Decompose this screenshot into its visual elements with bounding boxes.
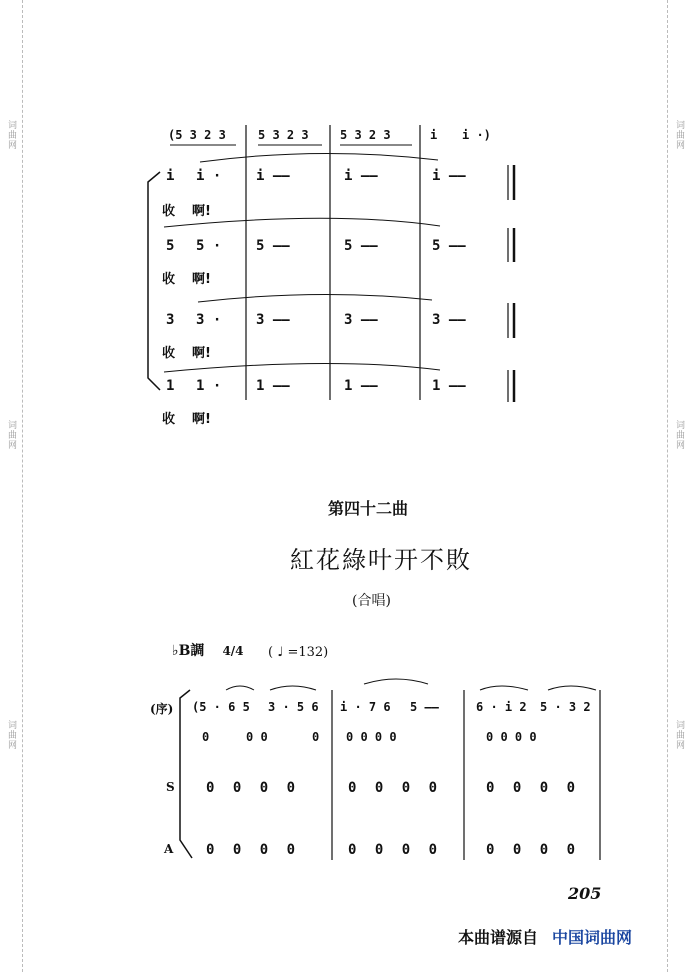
note: i —— <box>256 168 290 184</box>
measure: i · 7 6 <box>340 700 391 714</box>
measure: 0 0 0 0 <box>206 842 296 858</box>
source-credit <box>458 925 632 948</box>
note: i · <box>196 168 222 184</box>
lyric: 啊! <box>192 412 211 427</box>
measure: 0 0 0 0 <box>346 730 397 744</box>
note: 5 —— <box>344 238 378 254</box>
part-label: A <box>164 842 174 856</box>
note: 1 <box>166 378 175 394</box>
measure: (5 · 6 5 <box>192 700 250 714</box>
tempo-marking: ( ♩ =132) <box>268 645 329 660</box>
source-site-link[interactable]: 中国词曲网 <box>552 928 633 947</box>
meter: 4/4 <box>222 644 244 658</box>
note: 5 <box>166 238 175 254</box>
system1-barlines <box>246 125 514 402</box>
lyric: 啊! <box>192 346 211 361</box>
piece-subtitle: (合唱) <box>352 593 391 609</box>
watermark-left: 词曲网 <box>6 720 16 750</box>
source-label: 本曲谱源自 <box>458 928 539 947</box>
measure: 5 —— <box>410 700 439 714</box>
measure: 0 0 <box>246 730 268 744</box>
measure: 0 0 0 0 <box>486 730 537 744</box>
intro-measure: (5 3 2 3 <box>168 128 226 142</box>
lyric: 啊! <box>192 272 211 287</box>
measure: 6 · i 2 <box>476 700 527 714</box>
note: 3 —— <box>344 312 378 328</box>
note: i —— <box>344 168 378 184</box>
system2-barlines <box>332 690 600 860</box>
system2-brace <box>180 690 192 858</box>
note: 3 · <box>196 312 222 328</box>
note: 5 · <box>196 238 222 254</box>
intro-measure: 5 3 2 3 <box>258 128 309 142</box>
part-label: S <box>166 780 175 794</box>
intro-measure: i <box>430 128 438 142</box>
note: 5 —— <box>432 238 466 254</box>
piece-number: 第四十二曲 <box>328 499 409 518</box>
page-number: 205 <box>568 884 602 903</box>
key-signature: ♭B調 4/4 <box>172 643 244 659</box>
part-label: (序) <box>150 702 174 716</box>
piece-title: 紅花綠叶开不敗 <box>290 546 472 574</box>
note: 3 —— <box>256 312 290 328</box>
lyric: 收 <box>162 412 176 427</box>
note: 1 · <box>196 378 222 394</box>
note: i <box>166 168 175 184</box>
lyric: 收 <box>162 346 176 361</box>
note: 1 —— <box>344 378 378 394</box>
measure: 0 0 0 0 <box>348 780 438 796</box>
measure: 0 0 0 0 <box>486 780 576 796</box>
measure: 0 0 0 0 <box>206 780 296 796</box>
lyric: 啊! <box>192 204 211 219</box>
system1-brace <box>148 172 160 390</box>
watermark-right: 词曲网 <box>674 420 684 450</box>
measure: 5 · 3 2 <box>540 700 591 714</box>
measure: 3 · 5 6 <box>268 700 319 714</box>
watermark-right: 词曲网 <box>674 720 684 750</box>
measure: 0 0 0 0 <box>486 842 576 858</box>
note: 5 —— <box>256 238 290 254</box>
note: i —— <box>432 168 466 184</box>
lyric: 收 <box>162 204 176 219</box>
measure: 0 0 0 0 <box>348 842 438 858</box>
intro-measure: i ·) <box>462 128 491 142</box>
watermark-right: 词曲网 <box>674 120 684 150</box>
note: 1 —— <box>256 378 290 394</box>
intro-measure: 5 3 2 3 <box>340 128 391 142</box>
system2-slurs <box>226 679 596 690</box>
note: 3 —— <box>432 312 466 328</box>
note: 3 <box>166 312 175 328</box>
note: 1 —— <box>432 378 466 394</box>
watermark-left: 词曲网 <box>6 420 16 450</box>
lyric: 收 <box>162 272 176 287</box>
measure: 0 <box>202 730 210 744</box>
watermark-left: 词曲网 <box>6 120 16 150</box>
measure: 0 <box>312 730 320 744</box>
